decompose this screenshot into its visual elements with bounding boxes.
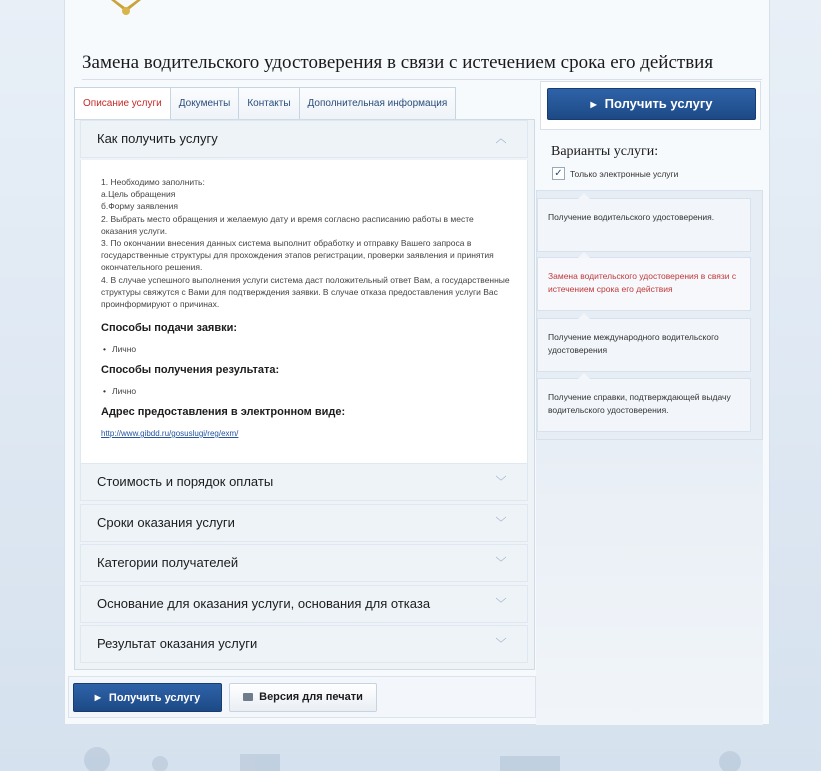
accordion-result[interactable] [80,625,528,663]
variants-title: Варианты услуги: [551,144,659,159]
step-text: а.Цель обращения [101,189,176,200]
step-text: 1. Необходимо заполнить: [101,177,205,187]
accordion-grounds[interactable] [80,585,528,623]
variant-item[interactable] [537,378,751,432]
electronic-address-link[interactable]: http://www.gibdd.ru/gosuslugi/reg/exm/ [101,429,239,438]
variant-label: Получение международного водительского удостоверения [548,332,719,355]
only-electronic-label: Только электронные услуги [570,169,679,179]
variant-label: Получение справки, подтверждающей выдачу водительского удостоверения. [548,392,731,415]
chevron-down-icon: ﹀ [495,638,507,650]
variant-item-selected[interactable] [537,257,751,311]
submit-methods-heading: Способы подачи заявки: [101,322,238,334]
title-divider [82,79,762,80]
address-heading: Адрес предоставления в электронном виде: [101,406,346,418]
printer-icon [243,693,253,701]
tab-additional-info[interactable]: Дополнительная информация [299,87,457,120]
accordion-how-to-get[interactable] [80,120,528,158]
coat-of-arms-icon [107,0,145,16]
variant-item[interactable] [537,198,751,252]
chevron-down-icon: ﹀ [495,557,507,569]
accordion-recipients[interactable] [80,544,528,582]
variant-label: Замена водительского удостоверения в связи с истечением срока его действия [548,271,737,294]
chevron-down-icon: ﹀ [495,598,507,610]
tab-contacts[interactable]: Контакты [238,87,299,120]
variant-item[interactable] [537,318,751,372]
steps-list [101,176,511,310]
accordion-terms[interactable] [80,504,528,542]
variant-label: Получение водительского удостоверения. [548,212,715,222]
accordion-body-how-to-get [80,160,528,463]
step-text: 4. В случае успешного выполнения услуги система даст положительный ответ Вам, а государственные структуры свяжутся с Вами для подтверждения заявки. В случае отказа предоставления услуги Вас проинформируют о причинах. [101,274,513,310]
step-text: 3. По окончании внесения данных система выполнит обработку и отправку Вашего запроса в государственные структуры для прохождения этапов регистрации, проверки заявления и принятия окончательного решения. [101,238,497,273]
footer-decoration [0,740,821,771]
chevron-up-icon: ︿ [495,133,507,145]
accordion-label: Категории получателей [97,555,239,570]
button-label: Версия для печати [259,691,363,703]
accordion-label: Сроки оказания услуги [97,515,235,530]
get-service-button-bottom[interactable] [73,683,222,712]
chevron-down-icon: ﹀ [495,517,507,529]
accordion-label: Как получить услугу [97,131,218,146]
variant-notch [578,252,590,258]
result-method-item: • Лично [103,386,136,396]
page-title: Замена водительского удостоверения в связи с истечением срока его действия [82,52,714,73]
accordion-label: Результат оказания услуги [97,636,258,651]
variant-notch [578,373,590,379]
get-service-button-top[interactable] [547,88,756,120]
accordion-cost[interactable] [80,463,528,501]
sidebar-filler [536,440,763,725]
chevron-down-icon: ﹀ [495,476,507,488]
checkmark-icon: ✓ [554,168,563,179]
step-text: б.Форму заявления [101,201,178,212]
result-methods-heading: Способы получения результата: [101,364,280,376]
play-triangle-icon: ▶ [94,693,101,702]
button-label: Получить услугу [108,692,201,704]
submit-method-item: • Лично [103,344,136,354]
play-triangle-icon: ▶ [590,100,597,109]
tab-service-description[interactable]: Описание услуги [74,87,171,120]
accordion-label: Стоимость и порядок оплаты [97,474,274,489]
step-text: 2. Выбрать место обращения и желаемую дату и время согласно расписанию работы в месте оказания услуги. [101,213,477,236]
variant-notch [578,193,590,199]
variant-notch [578,313,590,319]
print-version-button[interactable] [229,683,377,712]
tab-bar [74,87,455,120]
only-electronic-checkbox[interactable] [552,167,565,180]
tab-documents[interactable]: Документы [170,87,240,120]
accordion-label: Основание для оказания услуги, основания для отказа [97,596,431,611]
button-label: Получить услугу [604,96,713,111]
